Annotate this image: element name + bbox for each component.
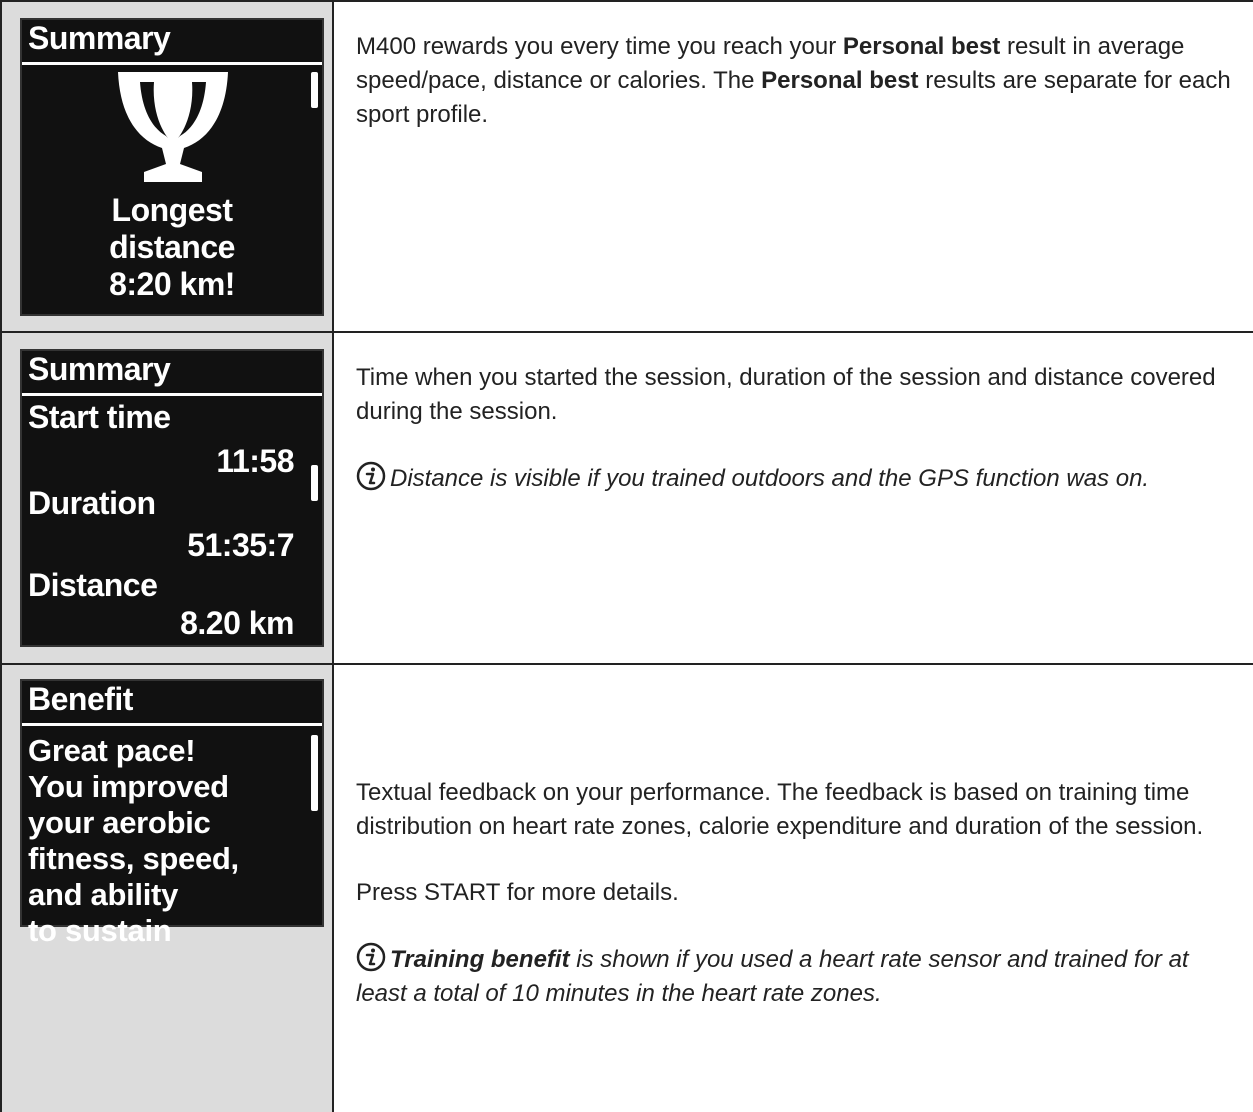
- message-line: You improved: [28, 769, 229, 804]
- screen-title: Benefit: [28, 681, 133, 717]
- emphasis-term: Training benefit: [390, 946, 570, 973]
- table-cell-description: [356, 776, 1236, 1011]
- scrollbar: [311, 735, 318, 811]
- table-cell-description: [356, 361, 1236, 496]
- message-line: Great pace!: [28, 733, 196, 768]
- message-line: fitness, speed,: [28, 841, 239, 876]
- description-paragraph: Textual feedback on your performance. The feedback is based on training time distribution on heart rate zones, calorie expenditure and duration of the session.: [356, 779, 1204, 840]
- table-cell-screen: [2, 2, 332, 331]
- description-paragraph: [356, 30, 1236, 132]
- info-icon: [356, 461, 386, 491]
- table-cell-description: [356, 30, 1236, 132]
- message-line: 8:20 km!: [109, 266, 235, 302]
- note-text: is shown if you used a heart rate sensor and trained for at least a total of 10 minutes in the heart rate zones.: [356, 946, 1189, 1007]
- start-time-value: 11:58: [216, 443, 294, 479]
- message-line: distance: [109, 229, 235, 265]
- text-run: results are separate for each sport profile.: [356, 67, 1231, 128]
- table-cell-screen: [2, 665, 332, 1112]
- device-screen-summary: [20, 349, 324, 647]
- personal-best-message: [22, 192, 322, 303]
- trophy-icon: [108, 68, 238, 186]
- table-cell-screen: [2, 333, 332, 663]
- screen-title-rule: [22, 62, 322, 65]
- note-text: Distance is visible if you trained outdoors and the GPS function was on.: [390, 465, 1150, 492]
- benefit-message: [28, 733, 239, 949]
- message-line: and ability: [28, 877, 179, 912]
- scrollbar: [311, 72, 318, 108]
- message-line: to sustain: [28, 913, 172, 948]
- info-note: [356, 461, 1236, 496]
- screen-title: Summary: [28, 351, 171, 387]
- text-run: result in average speed/pace, distance or calories. The: [356, 33, 1185, 94]
- duration-label: Duration: [28, 485, 156, 521]
- info-note: [356, 942, 1236, 1011]
- message-line: Longest: [111, 192, 233, 228]
- start-time-label: Start time: [28, 399, 171, 435]
- distance-label: Distance: [28, 567, 158, 603]
- screen-title: Summary: [28, 20, 171, 56]
- emphasis-term: Personal best: [842, 33, 1001, 60]
- screen-title-rule: [22, 723, 322, 726]
- distance-value: 8.20 km: [180, 605, 294, 641]
- device-screen-benefit: [20, 679, 324, 948]
- scrollbar: [311, 465, 318, 501]
- text-run: M400 rewards you every time you reach your: [356, 33, 843, 60]
- description-paragraph: Time when you started the session, duration of the session and distance covered during the session.: [356, 364, 1216, 425]
- message-line: your aerobic: [28, 805, 211, 840]
- description-paragraph: Press START for more details.: [356, 879, 679, 906]
- screen-title-rule: [22, 393, 322, 396]
- column-divider: [332, 0, 334, 1112]
- info-icon: [356, 942, 386, 972]
- device-screen-personal-best: [20, 18, 324, 316]
- emphasis-term: Personal best: [761, 67, 919, 94]
- duration-value: 51:35:7: [187, 527, 294, 563]
